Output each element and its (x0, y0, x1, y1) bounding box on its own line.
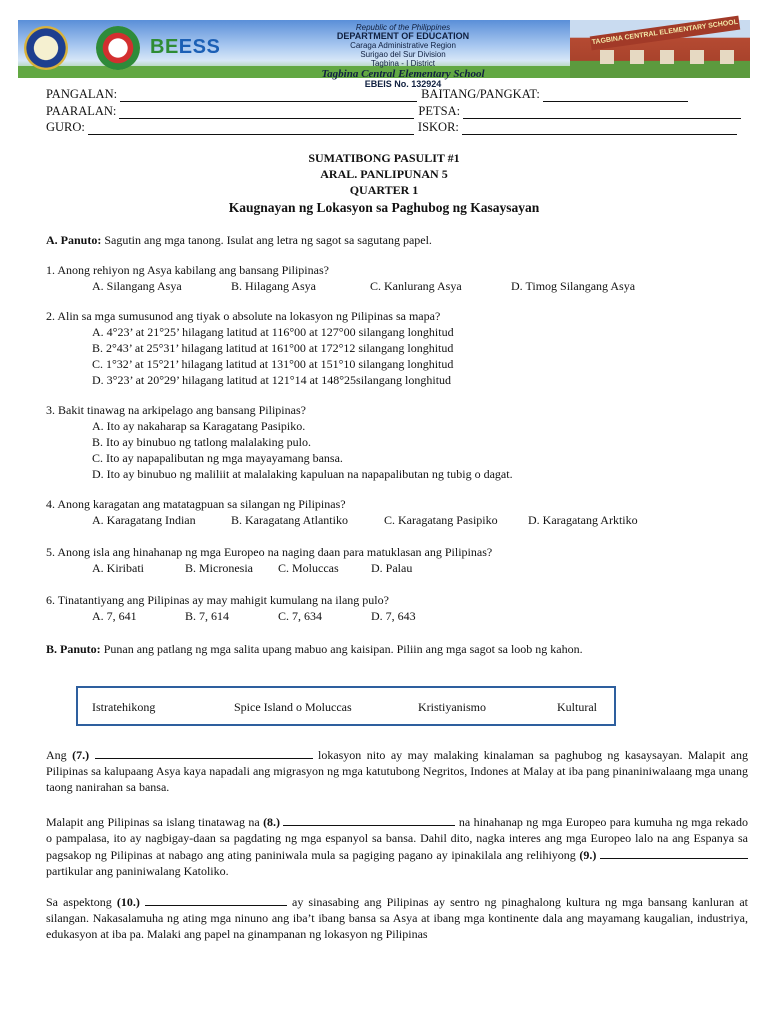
photo-window (720, 50, 734, 64)
option-b[interactable]: B. Micronesia (185, 561, 253, 575)
department-line: DEPARTMENT OF EDUCATION (336, 31, 470, 41)
question-text: 6. Tinatantiyang ang Pilipinas ay may mahigit kumulang na ilang pulo? (46, 593, 389, 607)
iskor-label: ISKOR: (417, 120, 459, 134)
paaralan-field[interactable] (46, 104, 414, 119)
word-bank-box (76, 686, 616, 726)
section-a-instructions: A. Panuto: Sagutin ang mga tanong. Isulat ang letra ng sagot sa sagutang papel. (46, 233, 432, 247)
option-a[interactable]: A. Kiribati (92, 561, 144, 575)
option-b[interactable]: B. 2°43’ at 25°31’ hilagang latitud at 161°00 at 172°12 silangang longhitud (92, 341, 454, 355)
paragraph-1: Ang (7.) lokasyon nito ay may malaking kinalaman sa paghubog ng kasaysayan. Malapit ang Pilipinas sa kalupaang Asya kaya napadali ang migrasyon ng mga katutubong Negritos, Indones at Malay at iba pang pinaniniwalaang mga unang taong nanirahan sa bansa. (46, 748, 748, 794)
deped-seal-icon (24, 26, 68, 70)
info-row-1 (46, 86, 746, 102)
option-a[interactable]: A. 4°23’ at 21°25’ hilagang latitud at 116°00 at 127°00 silangang longhitud (92, 325, 454, 339)
blank-number: (9.) (579, 848, 597, 862)
paragraph-3: Sa aspektong (10.) ay sinasabing ang Pilipinas ay sentro ng pinaghalong kultura ng mga bansang kanluran at silangan. Nakasalamuha ng ating mga ninuno ang iba’t ibang bansa sa Asya at ibang mga kontinente dala ang mayamang kaugalian, industriya, edukasyon at iba pa. Malaki ang papel na ginampanan ng lokasyon ng Pilipinas (46, 895, 749, 941)
exam-title: SUMATIBONG PASULIT #1 (308, 151, 460, 165)
school-name: Tagbina Central Elementary School (321, 68, 485, 80)
blank-number: (7.) (72, 748, 90, 762)
question-4 (46, 496, 746, 528)
info-row-2 (46, 103, 746, 119)
pangalan-label: PANGALAN: (46, 87, 118, 101)
options-row (46, 560, 746, 576)
section-b-instructions: B. Panuto: Punan ang patlang ng mga salita upang mabuo ang kaisipan. Piliin ang mga sagot sa loob ng kahon. (46, 642, 583, 656)
photo-window (690, 50, 704, 64)
option-d[interactable]: D. 7, 643 (371, 609, 416, 623)
exam-titles (0, 150, 768, 218)
beess-logo: BEESS (150, 36, 221, 58)
question-6 (46, 592, 746, 624)
options-row (46, 608, 746, 624)
word-bank-item: Kristiyanismo (418, 700, 486, 714)
option-b[interactable]: B. 7, 614 (185, 609, 230, 623)
option-b[interactable]: B. Ito ay binubuo ng tatlong malalaking pulo. (92, 435, 311, 449)
blank-9[interactable] (600, 846, 748, 859)
baitang-line[interactable] (543, 88, 688, 102)
option-c[interactable]: C. Kanlurang Asya (370, 279, 462, 293)
baitang-field[interactable] (421, 87, 688, 102)
option-a[interactable]: A. Silangang Asya (92, 279, 182, 293)
guro-field[interactable] (46, 120, 414, 135)
option-d[interactable]: D. Timog Silangang Asya (511, 279, 636, 293)
option-c[interactable]: C. 7, 634 (278, 609, 323, 623)
paragraph-2: Malapit ang Pilipinas sa islang tinatawag na (8.) na hinahanap ng mga Europeo para kumuha ng mga rekado o pampalasa, ito ay nagbigay-daan sa pagdating ng mga espanyol sa bansa. Dahil dito, nagka interes ang mga Europeo lalo na ang Espanya sa pagsakop ng Pilipinas at nabago ang ating paniniwala mula sa pagiging pagano ay ipinakilala ang relihiyong (9.) partikular ang paniniwalang Katoliko. (46, 815, 748, 878)
iskor-field[interactable] (418, 120, 737, 135)
district-line: Tagbina - I District (370, 59, 436, 68)
info-row-3 (46, 119, 746, 135)
option-a[interactable]: A. Karagatang Indian (92, 513, 196, 527)
quarter-title: QUARTER 1 (349, 183, 419, 197)
options-row (46, 512, 746, 528)
guro-label: GURO: (46, 120, 85, 134)
option-d[interactable]: D. 3°23’ at 20°29’ hilagang latitud at 121°14 at 148°25silangang longhitud (92, 373, 452, 387)
option-d[interactable]: D. Palau (371, 561, 413, 575)
topic-title: Kaugnayan ng Lokasyon sa Paghubog ng Kasaysayan (228, 200, 540, 215)
blank-7[interactable] (95, 746, 313, 759)
question-1 (46, 262, 746, 294)
option-a[interactable]: A. Ito ay nakaharap sa Karagatang Pasipiko. (92, 419, 306, 433)
word-bank-item: Spice Island o Moluccas (234, 700, 352, 714)
header-banner (18, 18, 750, 89)
option-b[interactable]: B. Karagatang Atlantiko (231, 513, 348, 527)
region-line: Caraga Administrative Region (350, 41, 456, 50)
paaralan-label: PAARALAN: (46, 103, 117, 118)
section-a (46, 232, 746, 657)
petsa-field[interactable] (418, 104, 741, 119)
republic-line: Republic of the Philippines (355, 23, 451, 32)
word-bank-item: Istratehikong (92, 700, 156, 714)
ebeis-number: EBEIS No. 132924 (364, 79, 442, 89)
pangalan-field[interactable] (46, 87, 417, 102)
question-text: 4. Anong karagatan ang matatagpuan sa silangan ng Pilipinas? (46, 497, 346, 511)
school-seal-icon (96, 26, 140, 70)
question-3 (46, 402, 746, 482)
question-text: 2. Alin sa mga sumusunod ang tiyak o absolute na lokasyon ng Pilipinas sa mapa? (46, 309, 441, 323)
pangalan-line[interactable] (120, 88, 417, 102)
school-sign: TAGBINA CENTRAL ELEMENTARY SCHOOL (590, 16, 740, 51)
photo-window (660, 50, 674, 64)
photo-window (600, 50, 614, 64)
word-bank-item: Kultural (557, 700, 597, 714)
guro-line[interactable] (88, 121, 414, 135)
option-c[interactable]: C. Karagatang Pasipiko (384, 513, 498, 527)
blank-8[interactable] (283, 813, 455, 826)
blank-10[interactable] (145, 893, 287, 906)
division-line: Surigao del Sur Division (360, 50, 446, 59)
option-c[interactable]: C. 1°32’ at 15°21’ hilagang latitud at 131°00 at 151°10 silangang longhitud (92, 357, 454, 371)
school-photo (570, 20, 750, 78)
petsa-line[interactable] (463, 105, 741, 119)
question-2 (46, 308, 746, 388)
student-info (46, 86, 746, 136)
blank-number: (10.) (116, 895, 140, 909)
question-5 (46, 544, 746, 576)
baitang-label: BAITANG/PANGKAT: (421, 87, 540, 101)
option-c[interactable]: C. Ito ay napapalibutan ng mga mayayamang bansa. (92, 451, 343, 465)
question-text: 5. Anong isla ang hinahanap ng mga Europeo na naging daan para matuklasan ang Pilipinas? (46, 545, 493, 559)
blank-number: (8.) (263, 815, 281, 829)
option-b[interactable]: B. Hilagang Asya (231, 279, 316, 293)
banner-heading (258, 23, 548, 89)
photo-window (630, 50, 644, 64)
options-row (46, 278, 746, 294)
option-d[interactable]: D. Ito ay binubuo ng maliliit at malalaking kapuluan na napapalibutan ng tubig o dagat. (92, 467, 513, 481)
subject-title: ARAL. PANLIPUNAN 5 (320, 167, 448, 181)
option-c[interactable]: C. Moluccas (278, 561, 339, 575)
paaralan-line[interactable] (119, 105, 414, 119)
option-d[interactable]: D. Karagatang Arktiko (528, 513, 638, 527)
question-text: 1. Anong rehiyon ng Asya kabilang ang bansang Pilipinas? (46, 263, 329, 277)
iskor-line[interactable] (462, 121, 737, 135)
petsa-label: PETSA: (418, 103, 461, 118)
question-text: 3. Bakit tinawag na arkipelago ang bansang Pilipinas? (46, 403, 306, 417)
option-a[interactable]: A. 7, 641 (92, 609, 137, 623)
